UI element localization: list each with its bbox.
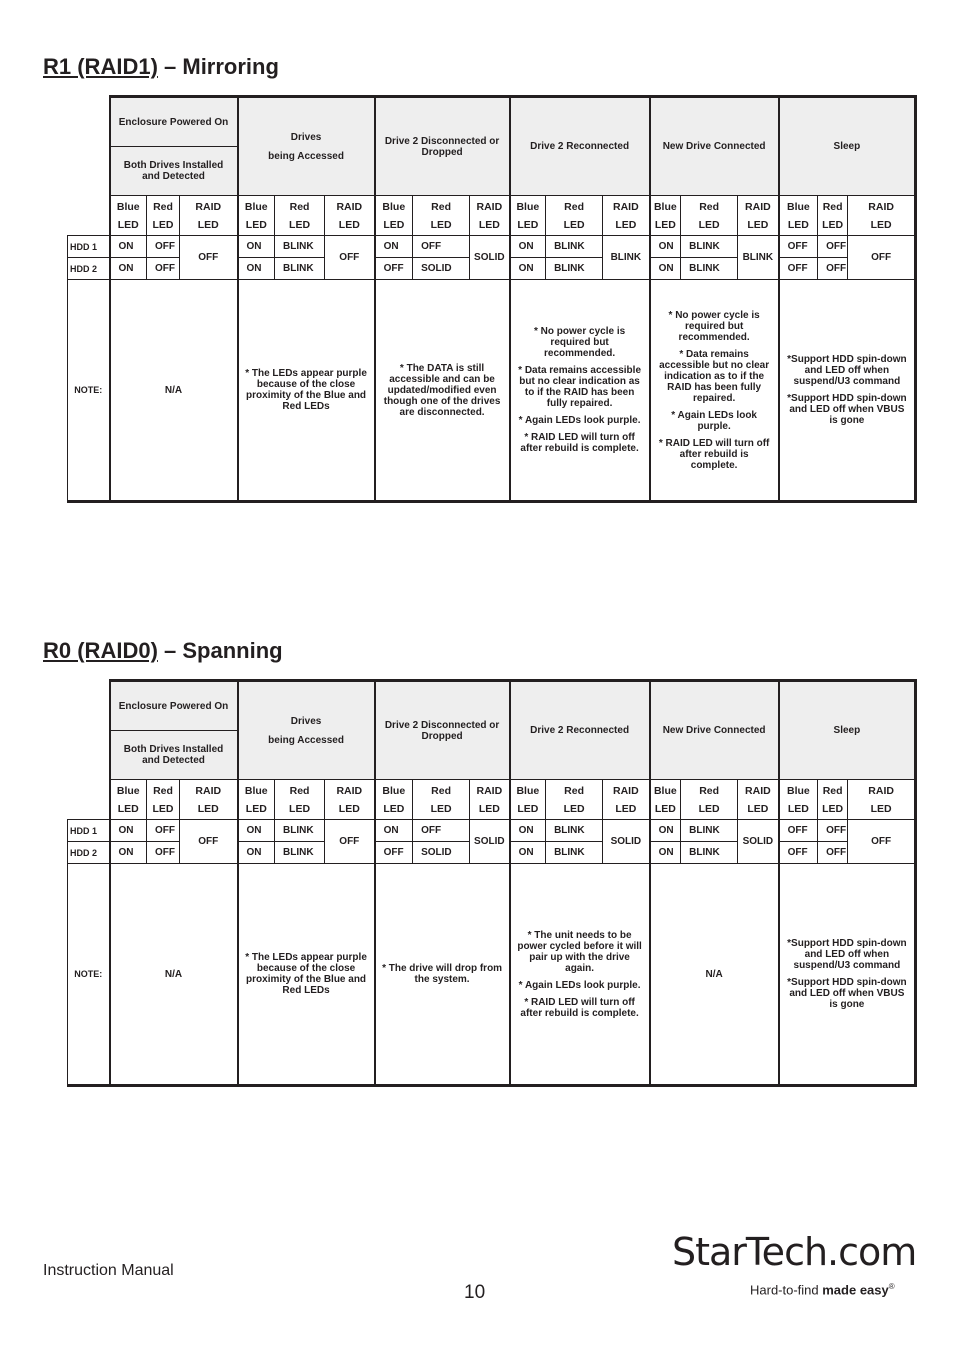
hdd2-recon-red-state: BLINK bbox=[546, 258, 603, 280]
led-header-blue-enclosure bbox=[110, 196, 147, 236]
led-header-blue-recon bbox=[510, 196, 546, 236]
hdd2-sleep-blue-state: OFF bbox=[779, 258, 818, 280]
led-type-label: Blue bbox=[382, 784, 406, 797]
hdd2-disc-blue-state: OFF bbox=[375, 258, 413, 280]
led-type-label: Blue bbox=[244, 200, 268, 213]
hdd2-disc-blue-state: OFF bbox=[375, 842, 413, 864]
led-word-label: LED bbox=[289, 218, 311, 231]
hdd1-disc-red-state: OFF bbox=[413, 236, 470, 258]
raid-recon-state: SOLID bbox=[603, 820, 650, 864]
hdd1-label: HDD 1 bbox=[68, 236, 110, 258]
header-sleep: Sleep bbox=[779, 97, 916, 196]
led-type-label: Blue bbox=[786, 200, 810, 213]
led-word-label: LED bbox=[117, 218, 139, 231]
hdd2-newdrive-red-state: BLINK bbox=[681, 842, 738, 864]
led-word-label: LED bbox=[197, 802, 219, 815]
led-word-label: LED bbox=[563, 802, 585, 815]
led-word-label: LED bbox=[478, 218, 500, 231]
hdd1-sleep-red-state: OFF bbox=[818, 820, 848, 842]
led-word-label: LED bbox=[245, 802, 267, 815]
led-word-label: LED bbox=[870, 802, 892, 815]
header-enclosure-powered-on: Enclosure Powered On bbox=[110, 681, 238, 731]
led-header-blue-newdrive bbox=[650, 780, 681, 820]
note-paragraph: * Data remains accessible but no clear indication as to if the RAID has been fully repaired. bbox=[659, 348, 770, 404]
led-type-label: Red bbox=[699, 784, 720, 797]
hdd2-newdrive-red-state: BLINK bbox=[681, 258, 738, 280]
hdd1-newdrive-blue-state: ON bbox=[650, 820, 681, 842]
led-type-label: RAID bbox=[476, 784, 503, 797]
section-title-raid1: R1 (RAID1) – Mirroring bbox=[43, 54, 279, 79]
led-header-blue-recon bbox=[510, 780, 546, 820]
led-header-red-newdrive bbox=[681, 780, 738, 820]
led-word-label: LED bbox=[383, 802, 405, 815]
note-paragraph: * The drive will drop from the system. bbox=[382, 963, 503, 985]
note-label: NOTE: bbox=[68, 280, 110, 502]
led-header-blue-sleep bbox=[779, 196, 818, 236]
led-header-raid-sleep bbox=[848, 196, 916, 236]
led-word-label: LED bbox=[822, 802, 844, 815]
hdd1-enclosure-blue-state: ON bbox=[110, 236, 147, 258]
led-word-label: LED bbox=[152, 218, 174, 231]
hdd1-drives-blue-state: ON bbox=[238, 820, 275, 842]
led-type-label: RAID bbox=[745, 200, 771, 213]
led-type-label: Blue bbox=[653, 200, 677, 213]
note-paragraph: *Support HDD spin-down and LED off when VBUS is gone bbox=[787, 977, 907, 1010]
led-type-label: Blue bbox=[516, 200, 540, 213]
hdd2-drives-red-state: BLINK bbox=[275, 258, 325, 280]
section-title-raid0: R0 (RAID0) – Spanning bbox=[43, 638, 283, 663]
led-type-label: Red bbox=[153, 784, 173, 797]
note-paragraph: * RAID LED will turn off after rebuild is complete. bbox=[658, 437, 770, 471]
hdd1-sleep-red-state: OFF bbox=[818, 236, 848, 258]
logo-tagline: Hard-to-find made easy® bbox=[750, 1282, 895, 1298]
led-word-label: LED bbox=[338, 802, 360, 815]
hdd1-disc-red-state: OFF bbox=[413, 820, 470, 842]
note-sleep bbox=[779, 864, 916, 1086]
note-paragraph: *Support HDD spin-down and LED off when suspend/U3 command bbox=[787, 938, 907, 971]
led-word-label: LED bbox=[563, 218, 585, 231]
note-enclosure bbox=[110, 280, 238, 502]
led-type-label: RAID bbox=[336, 784, 363, 797]
header-drive2-reconnected: Drive 2 Reconnected bbox=[510, 97, 650, 196]
note-paragraph: *Support HDD spin-down and LED off when suspend/U3 command bbox=[787, 354, 907, 387]
led-type-label: Red bbox=[289, 200, 310, 213]
led-header-red-enclosure bbox=[147, 780, 180, 820]
note-paragraph: * Again LEDs look purple. bbox=[518, 415, 641, 426]
led-header-raid-drives bbox=[325, 780, 375, 820]
hdd1-recon-blue-state: ON bbox=[510, 236, 546, 258]
led-header-red-sleep bbox=[818, 196, 848, 236]
raid-drives-state: OFF bbox=[325, 236, 375, 280]
hdd2-newdrive-blue-state: ON bbox=[650, 842, 681, 864]
hdd2-recon-red-state: BLINK bbox=[546, 842, 603, 864]
note-disc bbox=[375, 280, 510, 502]
logo-wordmark: StarTech.com bbox=[672, 1230, 917, 1274]
led-type-label: Blue bbox=[244, 784, 268, 797]
hdd1-sleep-blue-state: OFF bbox=[779, 820, 818, 842]
raid-drives-state: OFF bbox=[325, 820, 375, 864]
instruction-manual-label: Instruction Manual bbox=[43, 1262, 174, 1279]
led-header-blue-newdrive bbox=[650, 196, 681, 236]
hdd1-enclosure-red-state: OFF bbox=[147, 236, 180, 258]
header-drives-accessed: Drives being Accessed bbox=[238, 97, 375, 196]
header-drive2-disconnected: Drive 2 Disconnected or Dropped bbox=[375, 97, 510, 196]
led-type-label: RAID bbox=[868, 200, 894, 213]
startech-logo bbox=[672, 1230, 917, 1305]
hdd2-drives-blue-state: ON bbox=[238, 842, 275, 864]
raid-sleep-state: OFF bbox=[848, 236, 916, 280]
led-header-red-disc bbox=[413, 780, 470, 820]
note-paragraph: * The LEDs appear purple because of the close proximity of the Blue and Red LEDs bbox=[245, 952, 367, 996]
hdd1-drives-red-state: BLINK bbox=[275, 820, 325, 842]
raid-disc-state: SOLID bbox=[470, 820, 510, 864]
led-word-label: LED bbox=[870, 218, 892, 231]
hdd2-enclosure-blue-state: ON bbox=[110, 258, 147, 280]
raid-newdrive-state: BLINK bbox=[738, 236, 779, 280]
led-header-red-drives bbox=[275, 780, 325, 820]
led-type-label: Blue bbox=[516, 784, 540, 797]
led-word-label: LED bbox=[517, 218, 539, 231]
led-header-red-disc bbox=[413, 196, 470, 236]
hdd1-recon-blue-state: ON bbox=[510, 820, 546, 842]
note-newdrive bbox=[650, 280, 779, 502]
led-header-raid-recon bbox=[603, 196, 650, 236]
note-paragraph: * Data remains accessible but no clear indication as to if the RAID has been fully repaired. bbox=[518, 365, 642, 409]
blank-cell bbox=[68, 780, 110, 820]
led-type-label: Red bbox=[431, 200, 451, 213]
led-type-label: Red bbox=[431, 784, 451, 797]
note-paragraph: * No power cycle is required but recommended. bbox=[534, 326, 626, 359]
hdd1-label: HDD 1 bbox=[68, 820, 110, 842]
led-word-label: LED bbox=[698, 218, 720, 231]
led-header-blue-drives bbox=[238, 780, 275, 820]
led-header-raid-newdrive bbox=[738, 196, 779, 236]
hdd2-recon-blue-state: ON bbox=[510, 258, 546, 280]
led-type-label: Blue bbox=[116, 200, 140, 213]
led-word-label: LED bbox=[787, 802, 809, 815]
led-header-blue-disc bbox=[375, 196, 413, 236]
led-type-label: Red bbox=[822, 200, 843, 213]
note-disc bbox=[375, 864, 510, 1086]
led-header-raid-newdrive bbox=[738, 780, 779, 820]
led-type-label: Red bbox=[564, 784, 584, 797]
hdd2-label: HDD 2 bbox=[68, 842, 110, 864]
page-number: 10 bbox=[464, 1282, 486, 1303]
led-word-label: LED bbox=[289, 802, 311, 815]
hdd1-recon-red-state: BLINK bbox=[546, 820, 603, 842]
hdd2-sleep-red-state: OFF bbox=[818, 258, 848, 280]
led-word-label: LED bbox=[197, 218, 219, 231]
led-header-raid-recon bbox=[603, 780, 650, 820]
note-paragraph: * The LEDs appear purple because of the close proximity of the Blue and Red LEDs bbox=[245, 368, 367, 412]
led-word-label: LED bbox=[654, 218, 676, 231]
note-recon bbox=[510, 864, 650, 1086]
led-word-label: LED bbox=[654, 802, 676, 815]
hdd1-newdrive-red-state: BLINK bbox=[681, 236, 738, 258]
header-new-drive-connected: New Drive Connected bbox=[650, 681, 779, 780]
led-header-red-recon bbox=[546, 196, 603, 236]
header-new-drive-connected: New Drive Connected bbox=[650, 97, 779, 196]
hdd2-enclosure-red-state: OFF bbox=[147, 258, 180, 280]
led-header-raid-sleep bbox=[848, 780, 916, 820]
led-header-raid-disc bbox=[470, 780, 510, 820]
led-word-label: LED bbox=[338, 218, 360, 231]
led-word-label: LED bbox=[517, 802, 539, 815]
led-header-raid-drives bbox=[325, 196, 375, 236]
led-header-blue-enclosure bbox=[110, 780, 147, 820]
header-drive2-disconnected: Drive 2 Disconnected or Dropped bbox=[375, 681, 510, 780]
raid-sleep-state: OFF bbox=[848, 820, 916, 864]
note-paragraph: * No power cycle is required but recommended. bbox=[668, 309, 760, 343]
raid-enclosure-state: OFF bbox=[180, 820, 238, 864]
led-type-label: Red bbox=[289, 784, 310, 797]
header-drive2-reconnected: Drive 2 Reconnected bbox=[510, 681, 650, 780]
note-drives bbox=[238, 864, 375, 1086]
header-both-drives-detected: Both Drives Installed and Detected bbox=[110, 147, 238, 196]
led-header-raid-disc bbox=[470, 196, 510, 236]
note-paragraph: N/A bbox=[705, 968, 723, 980]
hdd2-enclosure-red-state: OFF bbox=[147, 842, 180, 864]
led-type-label: RAID bbox=[868, 784, 894, 797]
led-header-blue-disc bbox=[375, 780, 413, 820]
led-header-red-drives bbox=[275, 196, 325, 236]
hdd1-disc-blue-state: ON bbox=[375, 236, 413, 258]
hdd2-label: HDD 2 bbox=[68, 258, 110, 280]
note-paragraph: * Again LEDs look purple. bbox=[671, 409, 757, 432]
note-enclosure bbox=[110, 864, 238, 1086]
led-header-raid-enclosure bbox=[180, 780, 238, 820]
led-type-label: Red bbox=[699, 200, 720, 213]
led-type-label: RAID bbox=[745, 784, 771, 797]
hdd2-sleep-red-state: OFF bbox=[818, 842, 848, 864]
led-word-label: LED bbox=[747, 802, 769, 815]
led-word-label: LED bbox=[478, 802, 500, 815]
note-drives bbox=[238, 280, 375, 502]
led-word-label: LED bbox=[152, 802, 174, 815]
note-paragraph: N/A bbox=[164, 968, 183, 980]
note-paragraph: * The DATA is still accessible and can be updated/modified even though one of the drives are disconnected. bbox=[383, 362, 501, 418]
led-word-label: LED bbox=[117, 802, 139, 815]
led-type-label: RAID bbox=[195, 200, 222, 213]
hdd1-sleep-blue-state: OFF bbox=[779, 236, 818, 258]
led-type-label: Blue bbox=[382, 200, 406, 213]
led-type-label: RAID bbox=[476, 200, 503, 213]
hdd2-drives-blue-state: ON bbox=[238, 258, 275, 280]
hdd2-enclosure-blue-state: ON bbox=[110, 842, 147, 864]
led-header-red-sleep bbox=[818, 780, 848, 820]
raid1-led-table bbox=[67, 95, 917, 503]
raid-recon-state: BLINK bbox=[603, 236, 650, 280]
hdd2-sleep-blue-state: OFF bbox=[779, 842, 818, 864]
note-label: NOTE: bbox=[68, 864, 110, 1086]
raid0-led-table bbox=[67, 679, 917, 1087]
hdd2-disc-red-state: SOLID bbox=[413, 842, 470, 864]
note-paragraph: * RAID LED will turn off after rebuild is complete. bbox=[520, 432, 639, 454]
hdd1-disc-blue-state: ON bbox=[375, 820, 413, 842]
led-type-label: Red bbox=[153, 200, 173, 213]
hdd2-drives-red-state: BLINK bbox=[275, 842, 325, 864]
note-paragraph: * RAID LED will turn off after rebuild is complete. bbox=[520, 996, 639, 1019]
led-word-label: LED bbox=[747, 218, 769, 231]
header-drives-accessed: Drives being Accessed bbox=[238, 681, 375, 780]
raid-disc-state: SOLID bbox=[470, 236, 510, 280]
led-word-label: LED bbox=[430, 802, 452, 815]
corner-blank bbox=[68, 681, 110, 780]
led-type-label: Red bbox=[564, 200, 584, 213]
led-header-red-recon bbox=[546, 780, 603, 820]
header-enclosure-powered-on: Enclosure Powered On bbox=[110, 97, 238, 147]
note-paragraph: * Again LEDs look purple. bbox=[518, 979, 641, 991]
hdd1-recon-red-state: BLINK bbox=[546, 236, 603, 258]
led-word-label: LED bbox=[430, 218, 452, 231]
led-header-blue-drives bbox=[238, 196, 275, 236]
raid-newdrive-state: SOLID bbox=[738, 820, 779, 864]
hdd1-drives-red-state: BLINK bbox=[275, 236, 325, 258]
note-recon bbox=[510, 280, 650, 502]
led-type-label: RAID bbox=[336, 200, 363, 213]
led-word-label: LED bbox=[698, 802, 720, 815]
led-type-label: Blue bbox=[116, 784, 140, 797]
led-type-label: RAID bbox=[195, 784, 222, 797]
led-type-label: RAID bbox=[613, 200, 639, 213]
header-both-drives-detected: Both Drives Installed and Detected bbox=[110, 731, 238, 780]
blank-cell bbox=[68, 196, 110, 236]
led-header-raid-enclosure bbox=[180, 196, 238, 236]
led-word-label: LED bbox=[787, 218, 809, 231]
note-paragraph: *Support HDD spin-down and LED off when VBUS is gone bbox=[787, 393, 907, 426]
note-paragraph: N/A bbox=[164, 384, 183, 396]
corner-blank bbox=[68, 97, 110, 196]
note-newdrive bbox=[650, 864, 779, 1086]
hdd1-enclosure-red-state: OFF bbox=[147, 820, 180, 842]
led-word-label: LED bbox=[383, 218, 405, 231]
led-word-label: LED bbox=[615, 218, 637, 231]
hdd1-drives-blue-state: ON bbox=[238, 236, 275, 258]
led-header-red-enclosure bbox=[147, 196, 180, 236]
hdd2-recon-blue-state: ON bbox=[510, 842, 546, 864]
led-type-label: Red bbox=[822, 784, 843, 797]
header-sleep: Sleep bbox=[779, 681, 916, 780]
led-word-label: LED bbox=[822, 218, 844, 231]
hdd1-enclosure-blue-state: ON bbox=[110, 820, 147, 842]
led-type-label: Blue bbox=[786, 784, 810, 797]
hdd1-newdrive-red-state: BLINK bbox=[681, 820, 738, 842]
led-header-blue-sleep bbox=[779, 780, 818, 820]
hdd2-newdrive-blue-state: ON bbox=[650, 258, 681, 280]
led-word-label: LED bbox=[245, 218, 267, 231]
note-paragraph: * The unit needs to be power cycled before it will pair up with the drive again. bbox=[517, 929, 642, 974]
led-type-label: RAID bbox=[613, 784, 639, 797]
raid-enclosure-state: OFF bbox=[180, 236, 238, 280]
hdd2-disc-red-state: SOLID bbox=[413, 258, 470, 280]
led-type-label: Blue bbox=[653, 784, 677, 797]
note-sleep bbox=[779, 280, 916, 502]
hdd1-newdrive-blue-state: ON bbox=[650, 236, 681, 258]
led-word-label: LED bbox=[615, 802, 637, 815]
led-header-red-newdrive bbox=[681, 196, 738, 236]
